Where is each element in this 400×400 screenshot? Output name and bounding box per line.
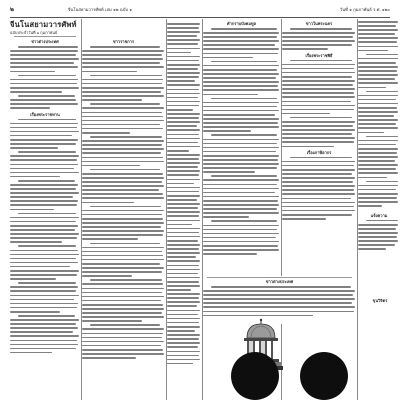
article-body [282, 60, 356, 148]
article-body [282, 157, 356, 220]
header-rule [10, 17, 390, 18]
article-body [358, 220, 400, 250]
article-body [10, 46, 80, 109]
section-heading: ข่าวต่างประเทศ [31, 39, 59, 44]
section-heading: ข่าวในพระนคร [305, 21, 333, 26]
black-seal [300, 352, 348, 400]
section-heading: เรื่องภาษีอากร [306, 149, 332, 155]
article-body [358, 21, 400, 207]
section-heading: เรื่องพระราชพิธี [305, 52, 333, 58]
masthead-subtitle: ฉบับประจำวันที่ ๑ กุมภาพันธ์ [10, 30, 58, 35]
article-body [167, 23, 201, 364]
signature: ขุนวิจิตร [372, 298, 388, 303]
section-heading: เรื่องพระราชทาน [30, 111, 60, 117]
section-heading: ข่าวต่างประเทศ [265, 279, 294, 284]
divider [14, 36, 76, 37]
masthead-title: จีนโนสยามวารศัพท์ [10, 20, 77, 29]
article-body [282, 28, 356, 50]
black-seal [231, 352, 279, 400]
running-title: จีนโนสยามวารศัพท์ เล่ม ๑๒ ฉบับ ๑ [68, 7, 133, 12]
article-body [203, 286, 356, 316]
spanning-article [203, 276, 356, 324]
column-3 [167, 19, 201, 400]
section-heading: คำกราบบังคมทูล [226, 21, 257, 26]
article-body [10, 119, 80, 354]
article-body [82, 46, 165, 359]
page-number: ๒ [10, 6, 14, 13]
divider [207, 277, 352, 278]
column-6 [358, 19, 400, 400]
column-5 [282, 19, 356, 400]
column-1 [10, 19, 80, 400]
page-header [10, 3, 390, 17]
section-heading: แจ้งความ [370, 212, 388, 218]
section-heading: ข่าวราชการ [112, 39, 135, 44]
column-2 [82, 19, 165, 400]
issue-date: วันที่ ๑ กุมภาพันธ์ ร.ศ. ๑๒๐ [339, 7, 390, 12]
article-body [203, 28, 280, 255]
